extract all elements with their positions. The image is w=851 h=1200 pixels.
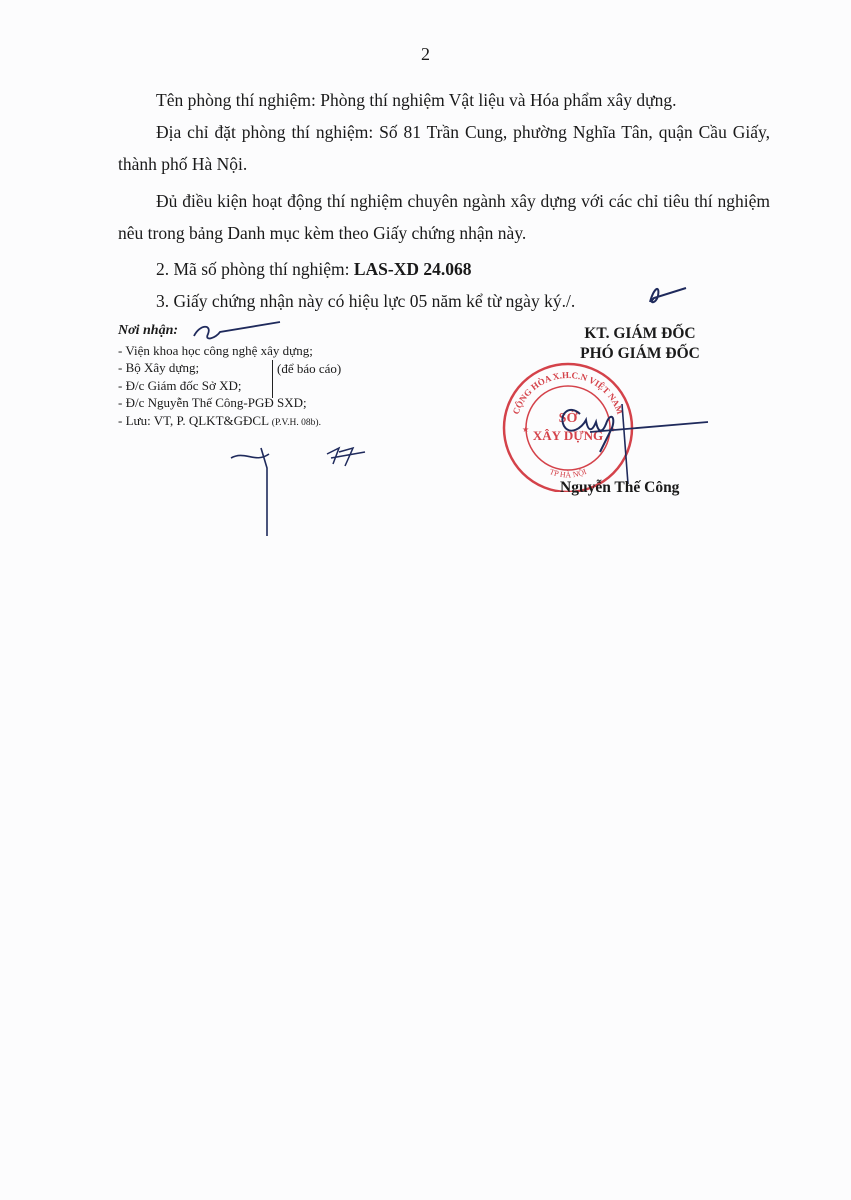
- signature-subtitle: PHÓ GIÁM ĐỐC: [580, 345, 700, 362]
- lab-code-label: 2. Mã số phòng thí nghiệm:: [156, 259, 354, 279]
- recipients-title: Nơi nhận:: [118, 323, 179, 338]
- signature-block: [540, 324, 740, 364]
- signature-title: KT. GIÁM ĐỐC: [584, 325, 696, 342]
- stamp-outer-text: CỘNG HÒA X.H.C.N VIỆT NAM: [510, 369, 626, 416]
- lab-name-line: Tên phòng thí nghiệm: Phòng thí nghiệm Vật liệu và Hóa phẩm xây dựng.: [156, 90, 677, 110]
- handwritten-mark-icon: [225, 440, 375, 540]
- recipient-item-storage: - Lưu: VT, P. QLKT&GĐCL: [118, 412, 269, 428]
- lab-address-paragraph: Địa chỉ đặt phòng thí nghiệm: Số 81 Trần Cung, phường Nghĩa Tân, quận Cầu Giấy, thành phố Hà Nội.: [118, 122, 770, 174]
- svg-text:★: ★: [522, 425, 530, 434]
- stamp-inner-line1: SỞ: [558, 411, 578, 426]
- recipient-item: - Đ/c Nguyễn Thế Công-PGĐ SXD;: [118, 395, 307, 410]
- initial-mark-icon: [640, 282, 690, 308]
- recipient-item: - Viện khoa học công nghệ xây dựng;: [118, 342, 313, 358]
- signer-name: Nguyễn Thế Công: [560, 479, 680, 496]
- lab-code-value: LAS-XD 24.068: [353, 259, 472, 279]
- storage-note: (P.V.H. 08b).: [271, 417, 321, 428]
- validity-line: 3. Giấy chứng nhận này có hiệu lực 05 năm kể từ ngày ký./.: [156, 291, 576, 311]
- recipient-item: [118, 412, 321, 433]
- page-number: 2: [421, 44, 430, 64]
- signature-icon: [540, 392, 710, 488]
- eligibility-paragraph: Đủ điều kiện hoạt động thí nghiệm chuyên ngành xây dựng với các chỉ tiêu thí nghiệm nêu trong bảng Danh mục kèm theo Giấy chứng nhận này.: [118, 191, 770, 243]
- svg-text:★: ★: [608, 425, 616, 434]
- recipient-item: - Bộ Xây dựng;: [118, 360, 200, 375]
- stamp-bottom-text: TP HÀ NỘI: [548, 467, 588, 480]
- lab-code-line: [118, 253, 770, 285]
- stamp-inner-line2: XÂY DỰNG: [532, 428, 604, 443]
- report-note: (để báo cáo): [272, 360, 341, 398]
- recipient-item: - Đ/c Giám đốc Sở XD;: [118, 377, 242, 393]
- recipients-initial-icon: [190, 318, 285, 346]
